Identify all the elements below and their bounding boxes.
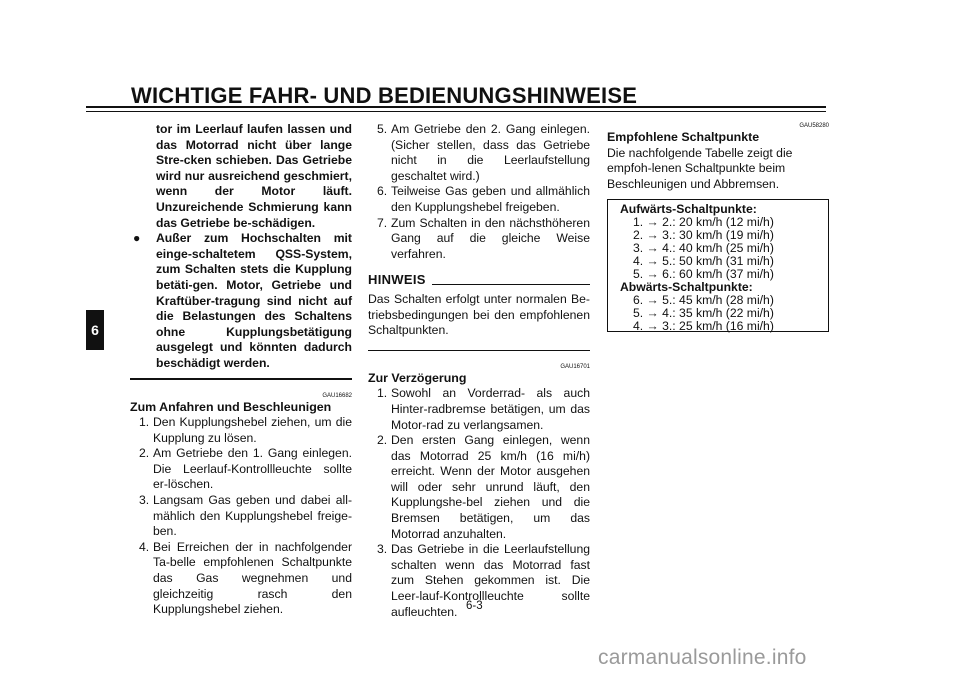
section-heading: Zum Anfahren und Beschleunigen (130, 399, 332, 414)
warning-end-rule (130, 378, 352, 380)
downshift-item: 6. → 5.: 45 km/h (28 mi/h) (633, 293, 774, 308)
steps-list (368, 122, 590, 262)
warning-bullet (130, 231, 352, 371)
shift-points-table (607, 199, 829, 332)
downshift-item: 4. → 3.: 25 km/h (16 mi/h) (633, 319, 774, 334)
column-right (607, 122, 829, 332)
list-item: 2. Am Getriebe den 1. Gang einlegen. Die Leerlauf-Kontrollleuchte sollte er-löschen. (139, 446, 352, 492)
list-item: 4. Bei Erreichen der in nachfolgender Ta-belle empfohlenen Schaltpunkte das Gas wegnehmen und gleichzeitig rasch den Kupplungshebel ziehen. (139, 539, 352, 617)
upshift-title: Aufwärts-Schaltpunkte: (620, 202, 757, 217)
upshift-item: 1. → 2.: 20 km/h (12 mi/h) (633, 215, 774, 230)
list-item: 5. Am Getriebe den 2. Gang einlegen. (Sicher stellen, dass das Getriebe nicht in die Leerlaufstellung geschaltet wird.) (377, 122, 590, 183)
section-intro: Die nachfolgende Tabelle zeigt die empfoh-lenen Schaltpunkte beim Beschleunigen und Abbremsen. (607, 145, 793, 191)
list-item: 7. Zum Schalten in den nächsthöheren Gang auf die gleiche Weise verfahren. (377, 215, 590, 261)
upshift-item: 5. → 6.: 60 km/h (37 mi/h) (633, 267, 774, 282)
list-item: 6. Teilweise Gas geben und allmählich den Kupplungshebel freigeben. (377, 184, 590, 214)
header-rule-thin (86, 111, 826, 112)
page-title: WICHTIGE FAHR- UND BEDIENUNGSHINWEISE (131, 83, 638, 108)
bullet-text: Außer zum Hochschalten mit einge-schaltetem QSS-System, zum Schalten stets die Kupplung betäti-gen. Motor, Getriebe und Kraftüber-tragung sind nicht auf die Belastungen des Schaltens ohne Kupplungsbetätigung ausgelegt und könnten dadurch beschädigt werden. (156, 231, 352, 370)
list-item: 3. Langsam Gas geben und dabei all-mählich den Kupplungshebel freige-ben. (139, 493, 352, 539)
list-item: 3. Das Getriebe in die Leerlaufstellung schalten wenn das Motorrad fast zum Stehen gekommen ist. Die Leer-lauf-Kontrollleuchte sollte aufleuchten. (377, 542, 590, 619)
chapter-tab: 6 (86, 310, 104, 350)
header-rule (86, 106, 826, 108)
warning-text: tor im Leerlauf laufen lassen und das Motorrad nicht über lange Stre-cken schieben. Das Getriebe wird nur ausreichend geschmiert, wenn der Motor läuft. Unzureichende Schmierung kann das Getriebe be-schädigen. (156, 122, 352, 230)
note-end-rule (368, 350, 590, 351)
section-heading: Zur Verzögerung (368, 370, 467, 385)
list-item: 2. Den ersten Gang einlegen, wenn das Motorrad 25 km/h (16 mi/h) erreicht. Wenn der Motor ausgehen will oder sehr unrund läuft, den Kupplungshe-bel ziehen und die Bremsen betätigen, um das Motorrad anzuhalten. (377, 433, 590, 541)
bullet-icon: ● (133, 231, 141, 246)
steps-list (130, 415, 352, 618)
steps-list (368, 386, 590, 620)
upshift-item: 2. → 3.: 30 km/h (19 mi/h) (633, 228, 774, 243)
upshift-item: 3. → 4.: 40 km/h (25 mi/h) (633, 241, 774, 256)
section-code: GAU16701 (560, 363, 590, 370)
column-middle (368, 122, 590, 620)
downshift-item: 5. → 4.: 35 km/h (22 mi/h) (633, 306, 774, 321)
downshift-title: Abwärts-Schaltpunkte: (620, 280, 753, 295)
upshift-item: 4. → 5.: 50 km/h (31 mi/h) (633, 254, 774, 269)
note-header (368, 272, 590, 288)
list-item: 1. Den Kupplungshebel ziehen, um die Kupplung zu lösen. (139, 415, 352, 445)
page-number: 6-3 (466, 600, 483, 612)
section-code: GAU58280 (799, 123, 829, 129)
watermark: carmanualsonline.info (598, 646, 807, 669)
section-code: GAU16682 (322, 392, 352, 399)
list-item: 1. Sowohl an Vorderrad- als auch Hinter-radbremse betätigen, um das Motor-rad zu verlangsamen. (377, 386, 590, 432)
note-text: Das Schalten erfolgt unter normalen Be-triebsbedingungen bei den empfohlenen Schaltpunkten. (368, 291, 590, 338)
section-heading: Empfohlene Schaltpunkte (607, 130, 760, 144)
column-left (130, 122, 352, 618)
note-label: HINWEIS (368, 272, 426, 288)
note-rule (432, 284, 590, 285)
